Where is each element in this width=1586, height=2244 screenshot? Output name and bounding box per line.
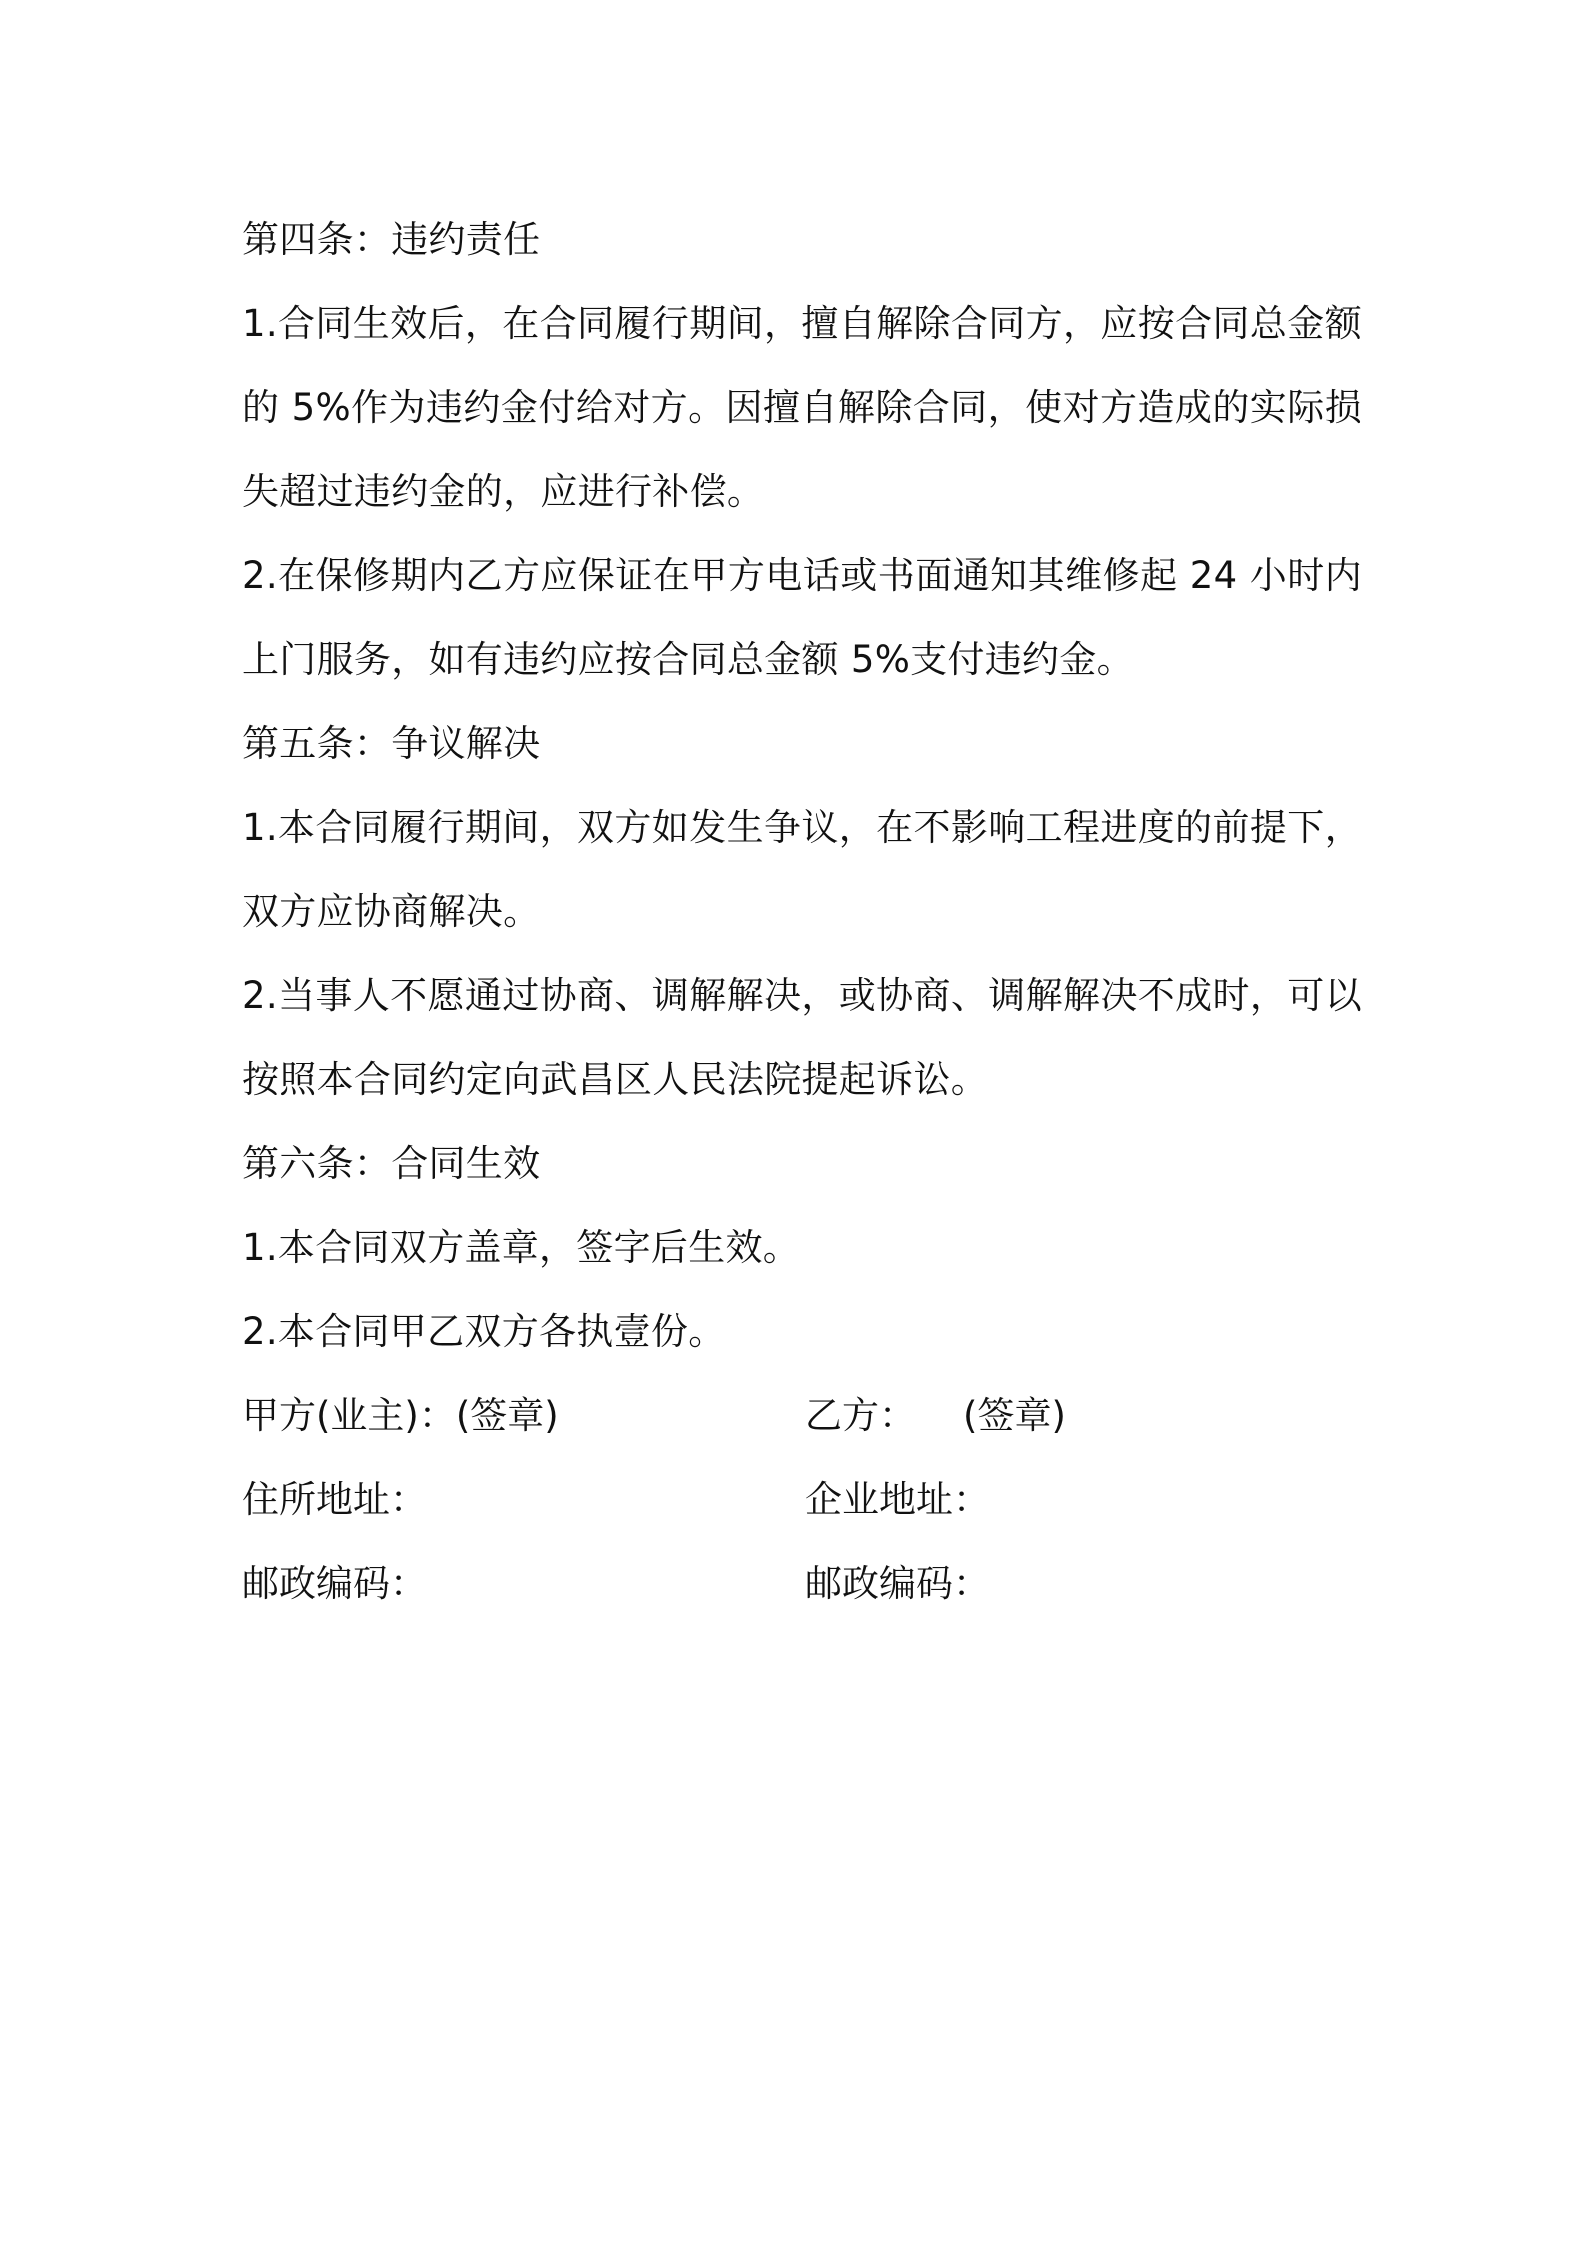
contract-body: [242, 198, 1362, 1626]
signature-row: [242, 1374, 1362, 1458]
article-5-item-1-line-2: 双方应协商解决。: [242, 890, 541, 933]
article-6-heading: 第六条：合同生效: [242, 1142, 541, 1185]
party-a-postal-code-label: 邮政编码：: [242, 1562, 427, 1605]
company-address-label: 企业地址：: [805, 1478, 990, 1521]
article-4-item-2-line-1: 2.在保修期内乙方应保证在甲方电话或书面通知其维修起 24 小时内: [242, 554, 1362, 597]
party-b-signature: 乙方： (签章): [805, 1394, 1066, 1437]
party-a-signature: 甲方(业主)：(签章): [242, 1394, 559, 1437]
article-5-item-1-line-1: 1.本合同履行期间，双方如发生争议，在不影响工程进度的前提下，: [242, 806, 1362, 849]
article-6-item-1: 1.本合同双方盖章，签字后生效。: [242, 1226, 801, 1269]
article-4-item-1-line-1: 1.合同生效后，在合同履行期间，擅自解除合同方，应按合同总金额: [242, 302, 1362, 345]
article-6-item-2: 2.本合同甲乙双方各执壹份。: [242, 1310, 726, 1353]
article-4-heading: 第四条：违约责任: [242, 218, 541, 261]
party-b-postal-code-label: 邮政编码：: [805, 1562, 990, 1605]
residence-address-label: 住所地址：: [242, 1478, 427, 1521]
article-5-item-2-line-1: 2.当事人不愿通过协商、调解解决，或协商、调解解决不成时，可以: [242, 974, 1362, 1017]
article-4-item-1-line-2: 的 5%作为违约金付给对方。因擅自解除合同，使对方造成的实际损: [242, 386, 1362, 429]
article-5-item-2-line-2: 按照本合同约定向武昌区人民法院提起诉讼。: [242, 1058, 988, 1101]
address-row: [242, 1458, 1362, 1542]
article-5-heading: 第五条：争议解决: [242, 722, 541, 765]
postal-code-row: [242, 1542, 1362, 1626]
article-4-item-2-line-2: 上门服务，如有违约应按合同总金额 5%支付违约金。: [242, 638, 1134, 681]
article-4-item-1-line-3: 失超过违约金的，应进行补偿。: [242, 470, 765, 513]
